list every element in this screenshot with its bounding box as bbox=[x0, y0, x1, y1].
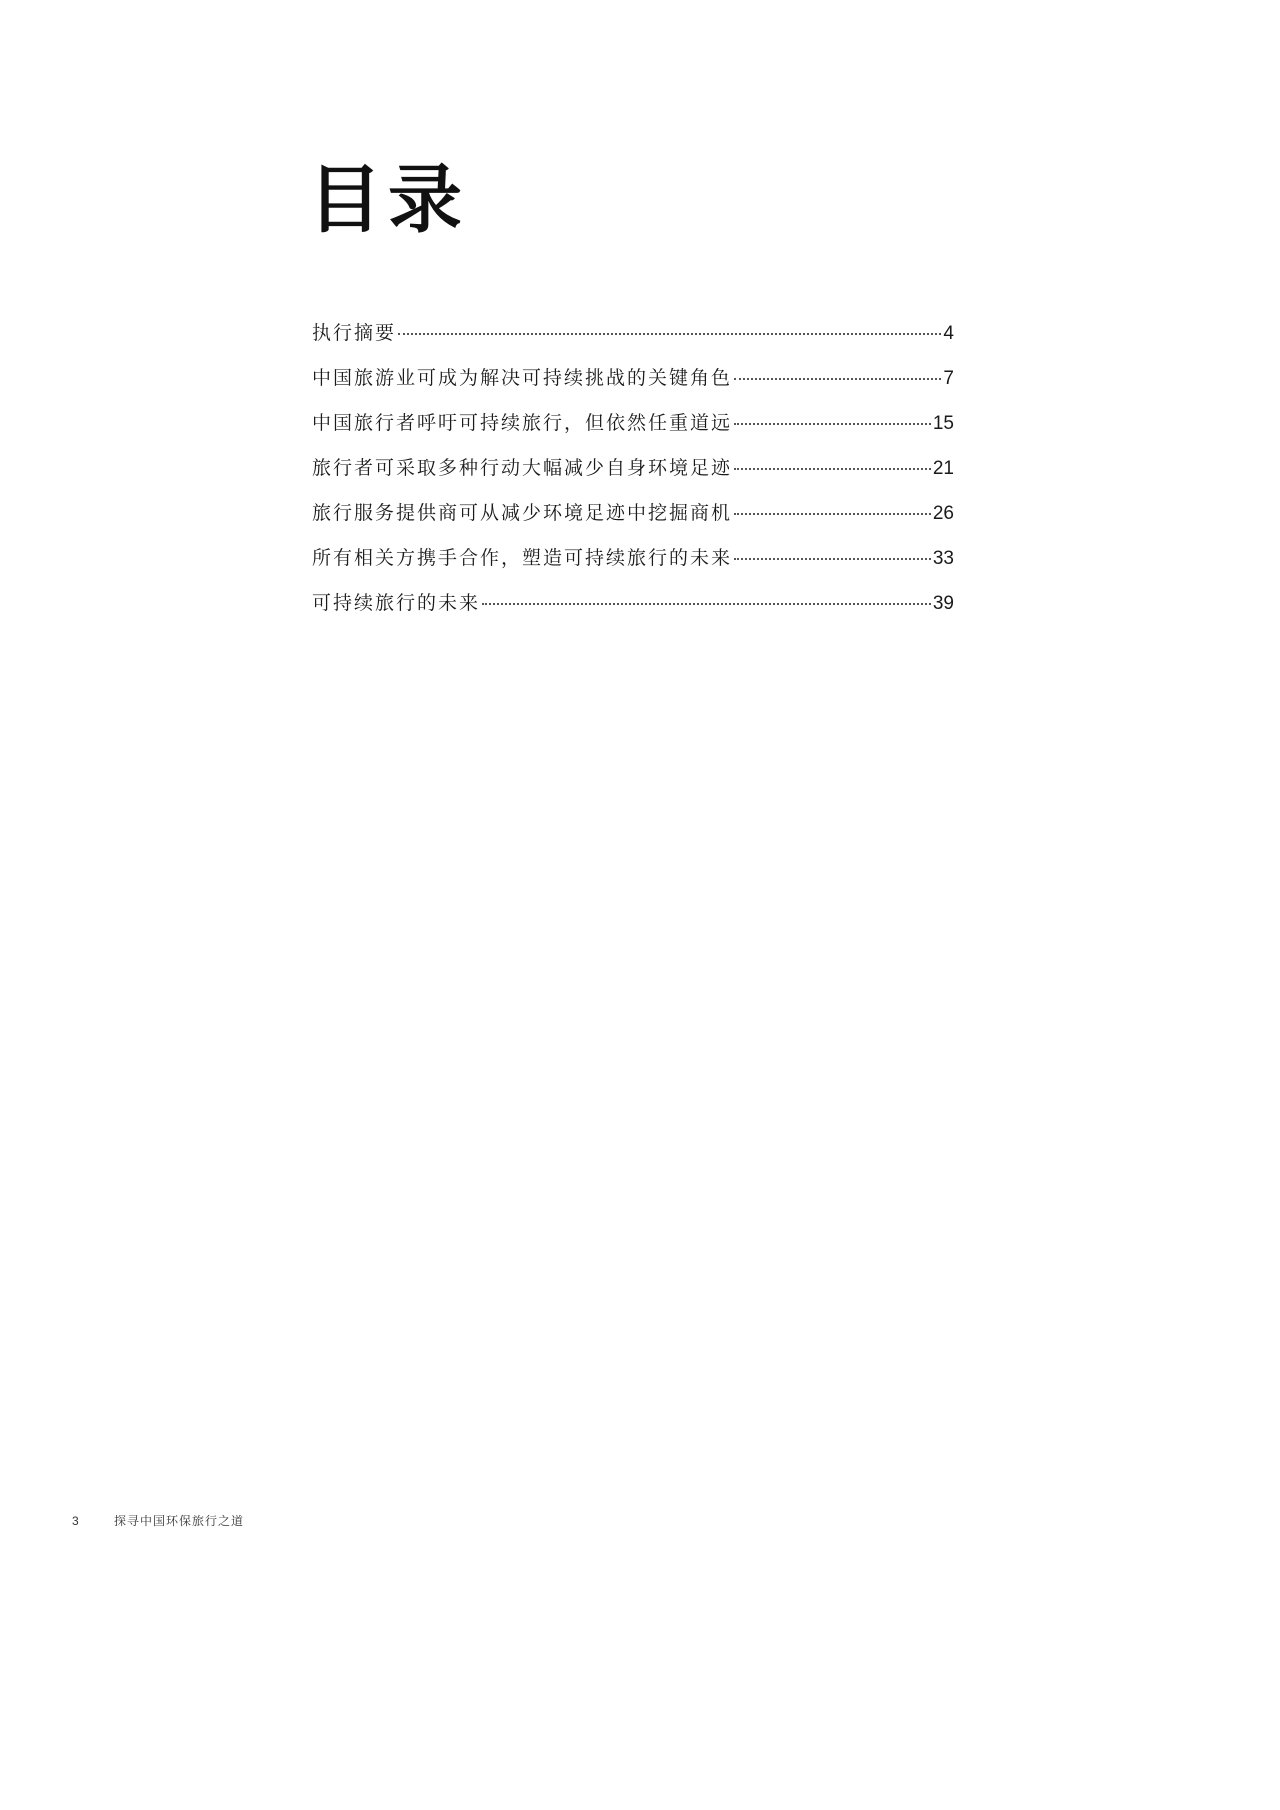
toc-leader-dots bbox=[734, 378, 941, 380]
toc-entry[interactable] bbox=[312, 498, 954, 543]
toc-entry-label: 中国旅游业可成为解决可持续挑战的关键角色 bbox=[312, 367, 733, 389]
page-title: 目录 bbox=[308, 157, 468, 243]
toc-entry-label: 旅行服务提供商可从减少环境足迹中挖掘商机 bbox=[312, 502, 733, 524]
toc-entry-page: 15 bbox=[932, 413, 954, 434]
toc-entry-label: 旅行者可采取多种行动大幅减少自身环境足迹 bbox=[312, 457, 733, 479]
toc-entry[interactable] bbox=[312, 453, 954, 498]
footer-page-number: 3 bbox=[72, 1514, 79, 1528]
toc-entry-label: 中国旅行者呼吁可持续旅行，但依然任重道远 bbox=[312, 412, 733, 434]
toc-leader-dots bbox=[734, 468, 931, 470]
toc-entry-label: 可持续旅行的未来 bbox=[312, 592, 481, 614]
toc-entry-page: 33 bbox=[932, 548, 954, 569]
toc-leader-dots bbox=[482, 603, 931, 605]
toc-entry[interactable] bbox=[312, 363, 954, 408]
toc-leader-dots bbox=[734, 558, 931, 560]
toc-entry-page: 21 bbox=[932, 458, 954, 479]
toc-leader-dots bbox=[734, 423, 931, 425]
toc-entry[interactable] bbox=[312, 588, 954, 633]
toc-leader-dots bbox=[734, 513, 931, 515]
toc-leader-dots bbox=[398, 333, 941, 335]
toc-entry[interactable] bbox=[312, 408, 954, 453]
footer-doc-title: 探寻中国环保旅行之道 bbox=[114, 1514, 245, 1528]
toc-entry[interactable] bbox=[312, 543, 954, 588]
toc-entry-label: 执行摘要 bbox=[312, 322, 397, 344]
toc-entry-page: 4 bbox=[943, 323, 954, 344]
toc-entry-label: 所有相关方携手合作，塑造可持续旅行的未来 bbox=[312, 547, 733, 569]
toc-entry-page: 39 bbox=[932, 593, 954, 614]
toc-entry-page: 7 bbox=[943, 368, 954, 389]
table-of-contents bbox=[312, 318, 954, 633]
toc-entry[interactable] bbox=[312, 318, 954, 363]
toc-entry-page: 26 bbox=[932, 503, 954, 524]
page-footer bbox=[72, 1512, 244, 1529]
